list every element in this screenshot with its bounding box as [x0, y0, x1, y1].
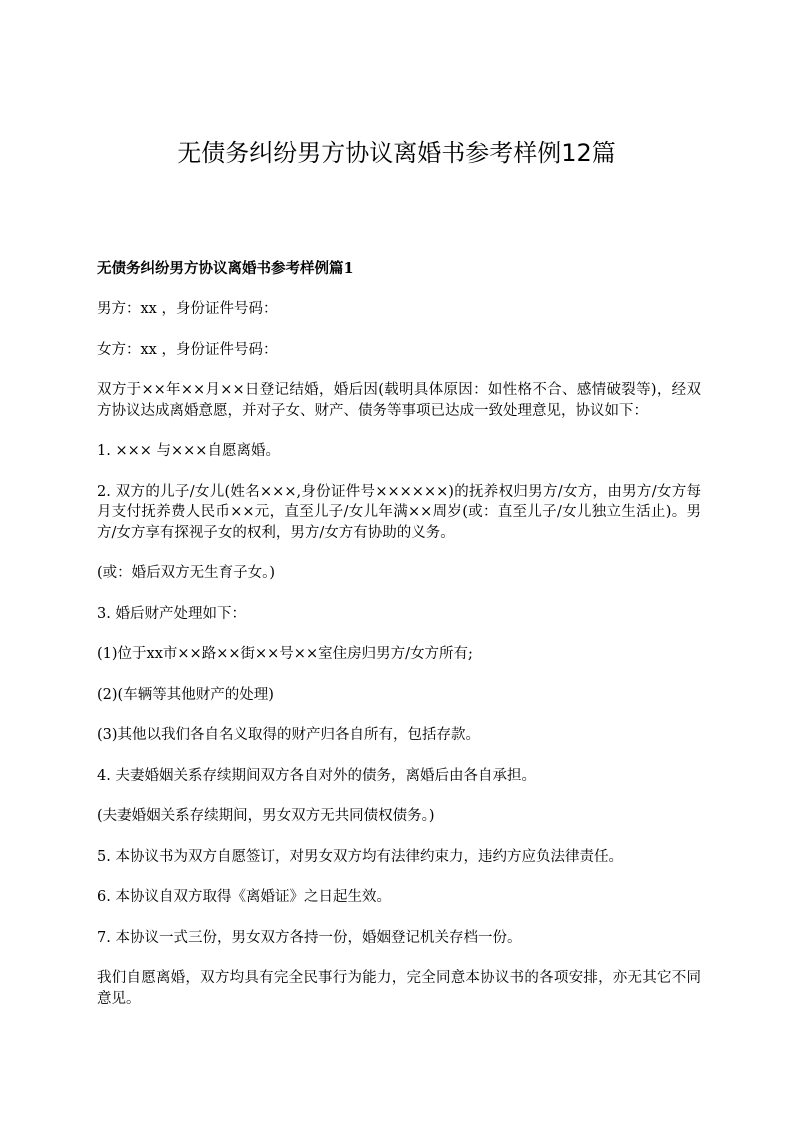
party-female-line: 女方：xx ，身份证件号码：	[97, 341, 278, 358]
clause-4-alternative: (夫妻婚姻关系存续期间，男女双方无共同债权债务。)	[97, 808, 435, 824]
clause-7: 7. 本协议一式三份，男女双方各持一份，婚姻登记机关存档一份。	[97, 929, 522, 946]
agreement-intro-paragraph: 双方于××年××月××日登记结婚，婚后因(载明具体原因：如性格不合、感情破裂等)，经双方协议达成离婚意愿，并对子女、财产、债务等事项已达成一致处理意见，协议如下：	[97, 382, 701, 419]
clause-1: 1. ××× 与×××自愿离婚。	[97, 443, 280, 459]
clause-4: 4. 夫妻婚姻关系存续期间双方各自对外的债务，离婚后由各自承担。	[97, 767, 536, 784]
document-body	[97, 259, 701, 1029]
party-male-line: 男方：xx ，身份证件号码：	[97, 301, 278, 317]
clause-2: 2. 双方的儿子/女儿(姓名×××,身份证件号××××××)的抚养权归男方/女方，由男方/女方每月支付抚养费人民币××元，直至儿子/女儿年满××周岁(或：直至儿子/女儿独立生活止)。男方/女方享有探视子女的权利，男方/女方有协助的义务。	[97, 483, 701, 541]
section-heading: 无债务纠纷男方协议离婚书参考样例篇1	[97, 260, 354, 277]
clause-6: 6. 本协议自双方取得《离婚证》之日起生效。	[97, 889, 391, 905]
document-title: 无债务纠纷男方协议离婚书参考样例12篇	[177, 139, 616, 167]
clause-3-item-3: (3)其他以我们各自名义取得的财产归各自所有，包括存款。	[97, 727, 481, 743]
clause-3-item-2: (2)(车辆等其他财产的处理)	[97, 686, 274, 703]
clause-3-item-1: (1)位于xx市××路××街××号××室住房归男方/女方所有;	[97, 646, 473, 662]
closing-statement: 我们自愿离婚，双方均具有完全民事行为能力，完全同意本协议书的各项安排，亦无其它不同意见。	[97, 970, 701, 1007]
clause-5: 5. 本协议书为双方自愿签订，对男女双方均有法律约束力，违约方应负法律责任。	[97, 848, 623, 865]
clause-2-alternative: (或：婚后双方无生育子女。)	[97, 565, 276, 581]
clause-3: 3. 婚后财产处理如下：	[97, 605, 246, 622]
